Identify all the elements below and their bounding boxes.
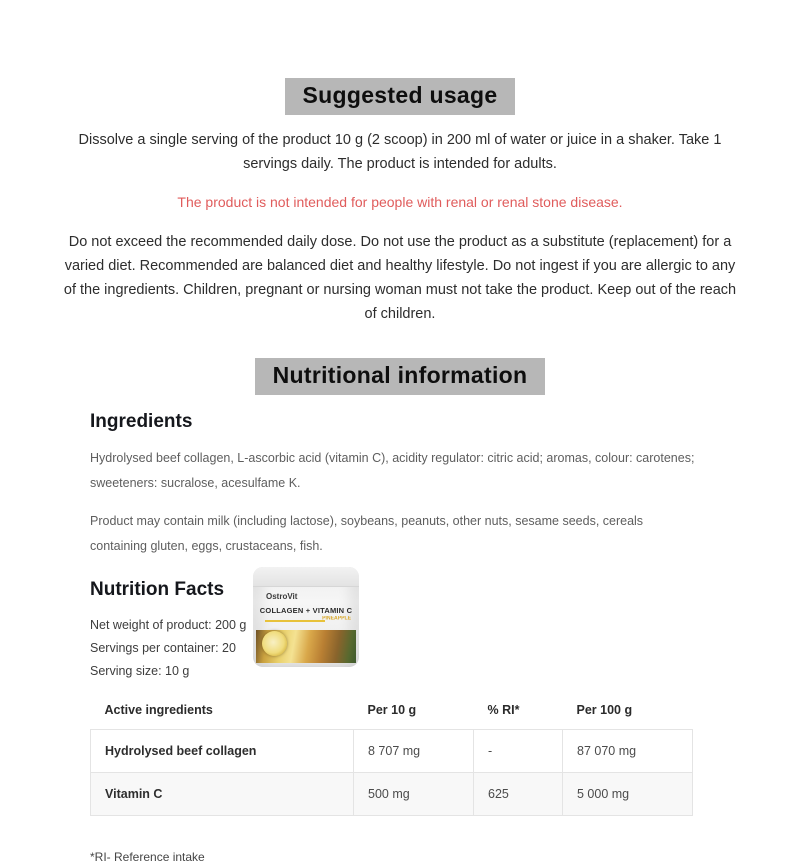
table-row — [91, 773, 693, 816]
servings-per-container-text: Servings per container: 20 — [90, 641, 236, 655]
product-brand-label: OstroVit — [266, 592, 298, 601]
per-100g-cell: 5 000 mg — [563, 773, 693, 816]
jar-lid — [253, 567, 359, 587]
table-header-row — [91, 697, 693, 730]
pineapple-slice-icon — [262, 631, 287, 656]
column-header-active-ingredients: Active ingredients — [91, 697, 354, 730]
column-header-per-10g: Per 10 g — [354, 697, 474, 730]
nutritional-information-header: Nutritional information — [255, 358, 546, 395]
product-flavor-label: PINEAPPLE — [322, 616, 351, 622]
percent-ri-cell: - — [474, 730, 563, 773]
column-header-per-100g: Per 100 g — [563, 697, 693, 730]
product-name-label: COLLAGEN + VITAMIN C — [259, 606, 353, 615]
nutrition-facts-title: Nutrition Facts — [90, 579, 225, 600]
per-100g-cell: 87 070 mg — [563, 730, 693, 773]
net-weight-text: Net weight of product: 200 g — [90, 618, 247, 632]
nutrition-facts-meta — [90, 614, 253, 683]
caution-text: Do not exceed the recommended daily dose. Do not use the product as a substitute (replacement) for a varied diet. Recommended are balanced diet and healthy lifestyle. Do not ingest if you are allergic to any of the ingredients. Children, pregnant or nursing woman must not take the product. Keep out of the reach of children. — [63, 234, 737, 322]
per-10g-cell: 8 707 mg — [354, 730, 474, 773]
allergens-text: Product may contain milk (including lactose), soybeans, peanuts, other nuts, sesame seeds, cereals containing gluten, eggs, crustaceans, fish. — [90, 514, 644, 553]
ingredients-title: Ingredients — [90, 411, 193, 432]
usage-instructions-text: Dissolve a single serving of the product 10 g (2 scoop) in 200 ml of water or juice in a shaker. Take 1 servings daily. The product is intended for adults. — [78, 132, 722, 172]
suggested-usage-header: Suggested usage — [285, 78, 516, 115]
ingredient-name-cell: Hydrolysed beef collagen — [91, 730, 354, 773]
per-10g-cell: 500 mg — [354, 773, 474, 816]
column-header-percent-ri: % RI* — [474, 697, 563, 730]
nutritional-information-section-header — [0, 358, 800, 395]
active-ingredients-table — [90, 697, 693, 816]
nutrition-facts-block — [90, 575, 253, 683]
nutritional-information-section — [90, 411, 710, 864]
percent-ri-cell: 625 — [474, 773, 563, 816]
flavor-underline — [265, 620, 325, 622]
ingredient-name-cell: Vitamin C — [91, 773, 354, 816]
reference-intake-footnote: *RI- Reference intake — [90, 850, 205, 864]
ingredients-composition-text: Hydrolysed beef collagen, L-ascorbic acid (vitamin C), acidity regulator: citric acid; aromas, colour: carotenes; sweeteners: sucralose, acesulfame K. — [90, 451, 695, 490]
renal-warning-text: The product is not intended for people with renal or renal stone disease. — [177, 194, 623, 210]
table-row — [91, 730, 693, 773]
product-image — [253, 567, 359, 667]
serving-size-text: Serving size: 10 g — [90, 664, 190, 678]
suggested-usage-section — [0, 0, 800, 395]
nutrition-facts-row — [90, 575, 710, 683]
